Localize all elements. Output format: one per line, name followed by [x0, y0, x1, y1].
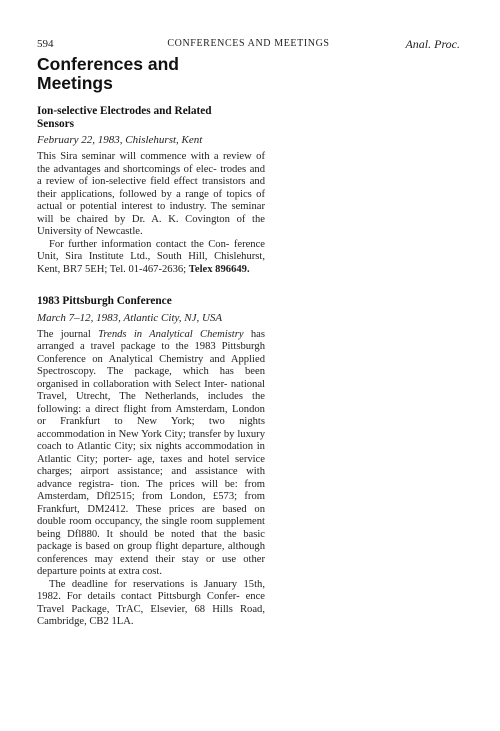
l: of the advantages and shortcomings of elec-	[37, 151, 265, 175]
paragraph-deadline: The deadline for reservations is January 15th, 1982. For details contact Pittsburgh Confer- ence Travel Package, TrAC, Elsevier, 68 Hills Road, Cambridge, CB2 1LA.	[37, 578, 265, 627]
section-title-pittsburgh: 1983 Pittsburgh Conference	[37, 295, 172, 307]
l: transistors and their applications, followed by	[37, 176, 266, 200]
page-title: Conferences and Meetings	[37, 54, 179, 93]
dateline-ion-selective: February 22, 1983, Chislehurst, Kent	[37, 134, 203, 146]
l: Newcastle.	[95, 226, 143, 237]
section-title-ion-selective: Ion-selective Electrodes and Related Sensors	[37, 105, 212, 130]
section-header: CONFERENCES AND MEETINGS	[167, 38, 330, 49]
dateline-pittsburgh: March 7–12, 1983, Atlantic City, NJ, USA	[37, 311, 223, 324]
page-number: 594	[37, 38, 54, 50]
l: This Sira seminar will commence with a review	[37, 151, 252, 162]
l: trodes and a review of ion-selective field effect	[37, 163, 265, 187]
l: a range of topics of actual or potential interest	[37, 188, 266, 212]
l: to industry. The seminar will be chaired by	[37, 201, 266, 225]
article-column	[37, 53, 265, 629]
journal-name: Anal. Proc.	[405, 37, 460, 51]
paragraph-travel-package: The journal Trends in Analytical Chemistry has arranged a travel package to the 1983 Pittsburgh Conference on Analytical Chemistry and Applied Spectroscopy. The package, which has been organised in collaboration with Select Inter- national Travel, Utrecht, The Netherlands, includes the following: a direct flight from Amsterdam, London or Frankfurt to New York; two nights accommodation in New York City; transfer by luxury coach to Atlantic City; six nights accommodation in Atlantic City; porter- age, taxes and hotel service charges; airport assistance; and assistance with advance registra- tion. The prices will be: from Amsterdam, Dfl2515; from London, £573; from Frankfurt, DM2412. These prices are based on double room occupancy, the single room supplement being Dfl880. It should be noted that the basic package is based on group flight departure, although conferences may extend their stay or use other departure points at extra cost.	[37, 328, 265, 577]
l: Dr. A. K. Covington of the University of	[37, 213, 265, 237]
journal-title: Trends in Analytical Chemistry	[98, 328, 244, 340]
paragraph-contact-sira: For further information contact the Con- ference Unit, Sira Institute Ltd., South Hill, Chislehurst, Kent, BR7 5EH; Tel. 01-467-2636; Telex 896649.	[37, 238, 266, 275]
paragraph-seminar	[37, 151, 265, 239]
